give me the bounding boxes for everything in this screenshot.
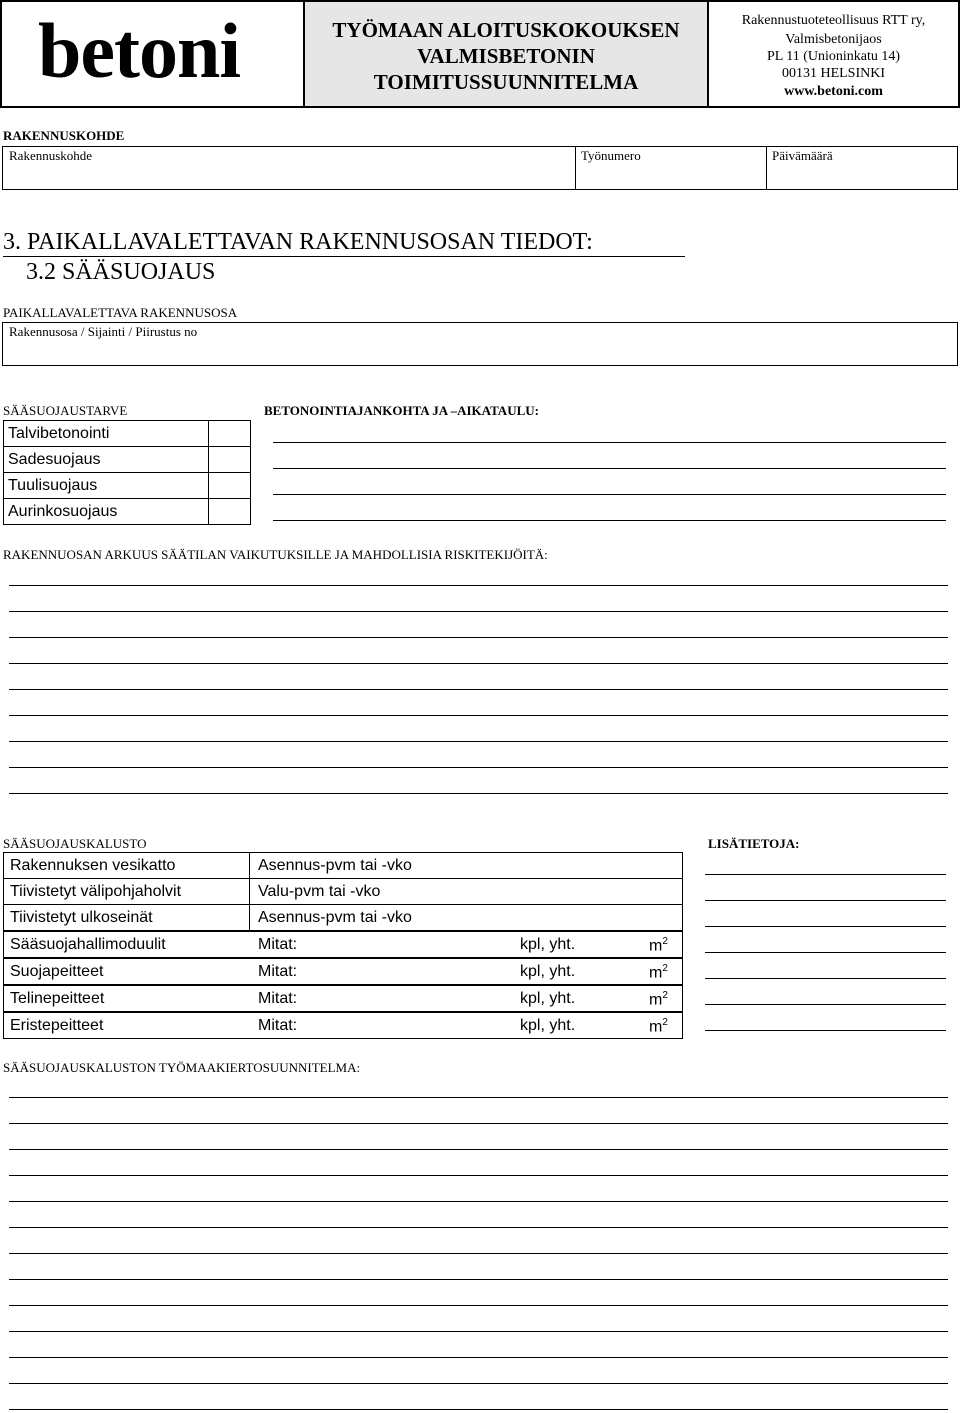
equipment-detail: Mitat: <box>258 990 298 1007</box>
project-name-label: Rakennuskohde <box>9 148 93 163</box>
circulation-plan-label: SÄÄSUOJAUSKALUSTON TYÖMAAKIERTOSUUNNITELMA: <box>3 1060 361 1075</box>
divider <box>249 852 250 879</box>
equipment-detail: Asennus-pvm tai -vko <box>258 857 412 874</box>
need-row-rain-protection[interactable] <box>3 446 251 473</box>
document-title-line-3: TOIMITUSSUUNNITELMA <box>373 70 639 94</box>
equipment-item: Tiivistetyt ulkoseinät <box>10 909 153 926</box>
need-row-label: Tuulisuojaus <box>8 477 98 494</box>
risks-line[interactable] <box>9 637 948 638</box>
need-row-wind-protection[interactable] <box>3 472 251 499</box>
checkbox-divider <box>208 472 209 499</box>
need-row-winter-concreting[interactable] <box>3 420 251 447</box>
circulation-line[interactable] <box>9 1279 948 1280</box>
additional-info-line[interactable] <box>705 874 946 875</box>
circulation-line[interactable] <box>9 1331 948 1332</box>
equipment-qty: kpl, yht. <box>520 963 576 980</box>
circulation-line[interactable] <box>9 1149 948 1150</box>
additional-info-line[interactable] <box>705 1004 946 1005</box>
circulation-line[interactable] <box>9 1097 948 1098</box>
risks-line[interactable] <box>9 611 948 612</box>
document-title-cell <box>303 0 709 108</box>
circulation-line[interactable] <box>9 1123 948 1124</box>
equipment-row-tarpaulins[interactable] <box>3 958 683 985</box>
equipment-qty: kpl, yht. <box>520 990 576 1007</box>
risks-line[interactable] <box>9 715 948 716</box>
equipment-detail: Mitat: <box>258 963 298 980</box>
equipment-unit: $m^2$ <box>649 1017 668 1036</box>
circulation-line[interactable] <box>9 1409 948 1410</box>
need-row-label: Sadesuojaus <box>8 451 101 468</box>
job-number-label: Työnumero <box>581 148 641 163</box>
circulation-line[interactable] <box>9 1201 948 1202</box>
additional-info-line[interactable] <box>705 1030 946 1031</box>
equipment-item: Suojapeitteet <box>10 963 104 980</box>
equipment-detail: Mitat: <box>258 1017 298 1034</box>
circulation-line[interactable] <box>9 1253 948 1254</box>
protection-need-label: SÄÄSUOJAUSTARVE <box>3 403 128 418</box>
project-section-label: RAKENNUSKOHDE <box>3 128 125 143</box>
date-label: Päivämäärä <box>772 148 833 163</box>
equipment-row-floors[interactable] <box>3 878 683 905</box>
equipment-row-hall-modules[interactable] <box>3 931 683 958</box>
schedule-line[interactable] <box>273 442 946 443</box>
project-name-field[interactable] <box>3 147 574 189</box>
equipment-unit: $m^2$ <box>649 990 668 1009</box>
equipment-item: Sääsuojahallimoduulit <box>10 936 166 953</box>
org-website: www.betoni.com <box>784 84 883 99</box>
equipment-detail: Asennus-pvm tai -vko <box>258 909 412 926</box>
circulation-line[interactable] <box>9 1305 948 1306</box>
risks-label: RAKENNUOSAN ARKUUS SÄÄTILAN VAIKUTUKSILLE JA MAHDOLLISIA RISKITEKIJÖITÄ: <box>3 547 548 562</box>
org-name: Rakennustuoteteollisuus RTT ry, <box>741 13 926 28</box>
circulation-line[interactable] <box>9 1227 948 1228</box>
schedule-line[interactable] <box>273 468 946 469</box>
circulation-line[interactable] <box>9 1175 948 1176</box>
risks-line[interactable] <box>9 741 948 742</box>
additional-info-line[interactable] <box>705 900 946 901</box>
risks-line[interactable] <box>9 793 948 794</box>
equipment-row-walls[interactable] <box>3 904 683 931</box>
schedule-label: BETONOINTIAJANKOHTA JA –AIKATAULU: <box>264 403 539 418</box>
risks-line[interactable] <box>9 585 948 586</box>
checkbox-divider <box>208 420 209 447</box>
equipment-unit: $m^2$ <box>649 936 668 955</box>
need-row-label: Aurinkosuojaus <box>8 503 118 520</box>
checkbox-divider <box>208 498 209 525</box>
additional-info-line[interactable] <box>705 952 946 953</box>
org-city: 00131 HELSINKI <box>781 66 886 81</box>
date-field[interactable] <box>766 147 956 189</box>
additional-info-label: LISÄTIETOJA: <box>708 836 800 851</box>
risks-line[interactable] <box>9 663 948 664</box>
equipment-row-insulation-covers[interactable] <box>3 1012 683 1039</box>
building-part-label: PAIKALLAVALETTAVA RAKENNUSOSA <box>3 305 238 320</box>
job-number-field[interactable] <box>575 147 765 189</box>
risks-line[interactable] <box>9 767 948 768</box>
logo-cell <box>0 0 305 108</box>
divider <box>249 878 250 905</box>
equipment-detail: Valu-pvm tai -vko <box>258 883 381 900</box>
need-row-label: Talvibetonointi <box>8 425 110 442</box>
additional-info-line[interactable] <box>705 978 946 979</box>
checkbox-divider <box>208 446 209 473</box>
circulation-line[interactable] <box>9 1357 948 1358</box>
equipment-detail: Mitat: <box>258 936 298 953</box>
circulation-line[interactable] <box>9 1383 948 1384</box>
equipment-item: Rakennuksen vesikatto <box>10 857 176 874</box>
schedule-line[interactable] <box>273 494 946 495</box>
equipment-qty: kpl, yht. <box>520 1017 576 1034</box>
equipment-item: Eristepeitteet <box>10 1017 104 1034</box>
section-title: 3. PAIKALLAVALETTAVAN RAKENNUSOSAN TIEDOT: <box>3 228 685 257</box>
org-po-box: PL 11 (Unioninkatu 14) <box>766 49 901 64</box>
equipment-item: Tiivistetyt välipohjaholvit <box>10 883 182 900</box>
equipment-item: Telinepeitteet <box>10 990 105 1007</box>
document-title-line-2: VALMISBETONIN <box>417 44 595 68</box>
equipment-label: SÄÄSUOJAUSKALUSTO <box>3 836 147 851</box>
divider <box>249 904 250 931</box>
risks-line[interactable] <box>9 689 948 690</box>
equipment-unit: $m^2$ <box>649 963 668 982</box>
document-title-line-1: TYÖMAAN ALOITUSKOKOUKSEN <box>332 18 680 42</box>
building-part-field[interactable] <box>2 322 958 366</box>
section-subtitle: 3.2 SÄÄSUOJAUS <box>26 259 216 285</box>
need-row-sun-protection[interactable] <box>3 498 251 525</box>
equipment-qty: kpl, yht. <box>520 936 576 953</box>
schedule-line[interactable] <box>273 520 946 521</box>
equipment-row-scaffold-covers[interactable] <box>3 985 683 1012</box>
additional-info-line[interactable] <box>705 926 946 927</box>
org-division: Valmisbetonijaos <box>785 32 882 47</box>
betoni-logo: betoni <box>38 7 241 94</box>
building-part-field-label: Rakennusosa / Sijainti / Piirustus no <box>9 324 198 339</box>
organization-cell <box>707 0 960 108</box>
equipment-row-roof[interactable] <box>3 852 683 879</box>
